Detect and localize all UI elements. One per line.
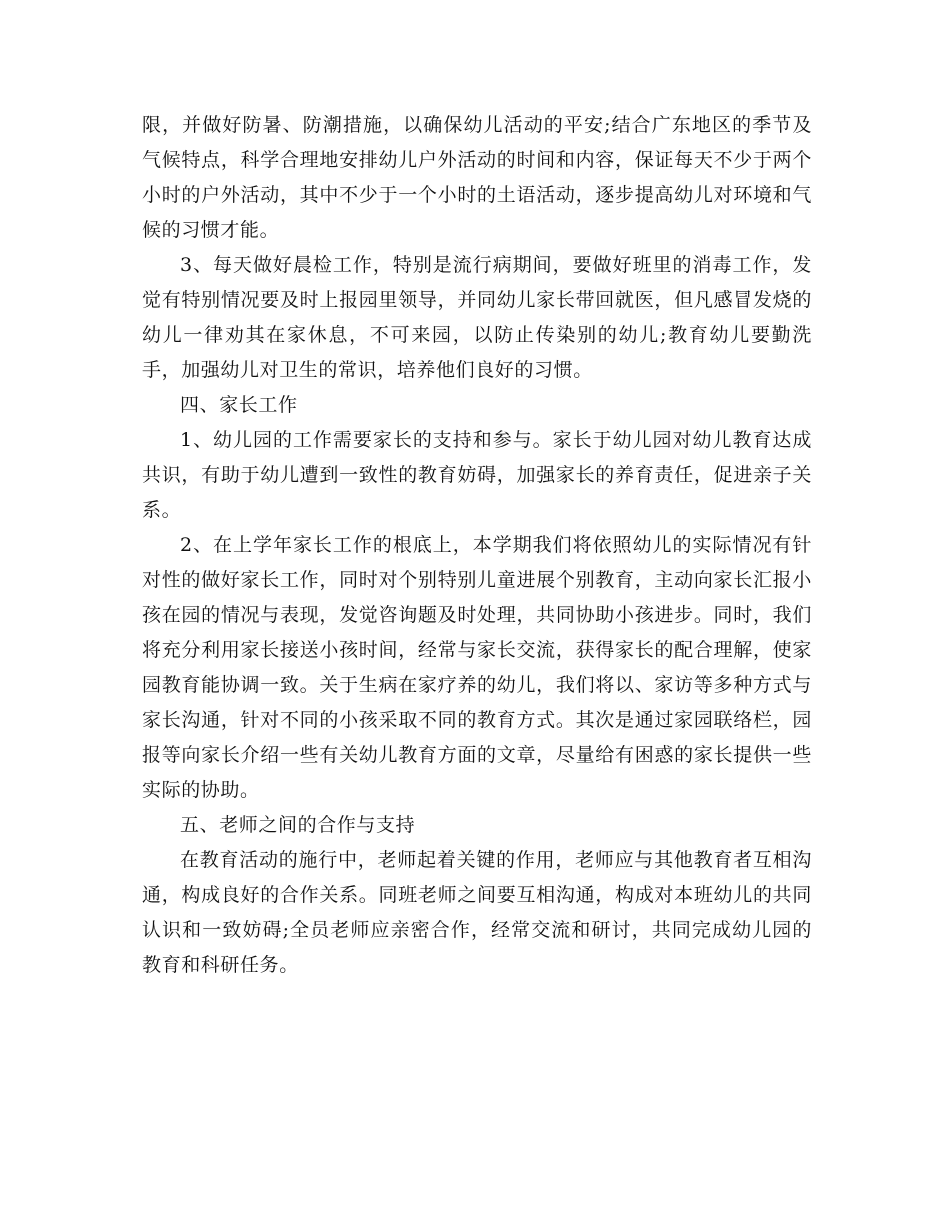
document-body [142, 108, 812, 983]
paragraph-teacher-cooperation: 在教育活动的施行中，老师起着关键的作用，老师应与其他教育者互相沟通，构成良好的合作关系。同班老师之间要互相沟通，构成对本班幼儿的共同认识和一致妨碍;全员老师应亲密合作，经常交流和研讨，共同完成幼儿园的教育和科研任务。 [142, 849, 812, 976]
paragraph-item-3: 3、每天做好晨检工作，特别是流行病期间，要做好班里的消毒工作，发觉有特别情况要及时上报园里领导，并同幼儿家长带回就医，但凡感冒发烧的幼儿一律劝其在家休息，不可来园，以防止传染别的幼儿;教育幼儿要勤洗手，加强幼儿对卫生的常识，培养他们良好的习惯。 [142, 254, 812, 381]
paragraph-item-2: 2、在上学年家长工作的根底上，本学期我们将依照幼儿的实际情况有针对性的做好家长工作，同时对个别特别儿童进展个别教育，主动向家长汇报小孩在园的情况与表现，发觉咨询题及时处理，共同协助小孩进步。同时，我们将充分利用家长接送小孩时间，经常与家长交流，获得家长的配合理解，使家园教育能协调一致。关于生病在家疗养的幼儿，我们将以、家访等多种方式与家长沟通，针对不同的小孩采取不同的教育方式。其次是通过家园联络栏，园报等向家长介绍一些有关幼儿教育方面的文章，尽量给有困惑的家长提供一些实际的协助。 [142, 534, 812, 801]
section-heading-parent-work: 四、家长工作 [180, 394, 298, 416]
paragraph-item-1: 1、幼儿园的工作需要家长的支持和参与。家长于幼儿园对幼儿教育达成共识，有助于幼儿遭到一致性的教育妨碍，加强家长的养育责任，促进亲子关系。 [142, 429, 812, 521]
paragraph-continuation: 限，并做好防暑、防潮措施，以确保幼儿活动的平安;结合广东地区的季节及气候特点，科学合理地安排幼儿户外活动的时间和内容，保证每天不少于两个小时的户外活动，其中不少于一个小时的土语活动，逐步提高幼儿对环境和气候的习惯才能。 [142, 114, 812, 241]
section-heading-teacher-cooperation: 五、老师之间的合作与支持 [180, 814, 416, 836]
